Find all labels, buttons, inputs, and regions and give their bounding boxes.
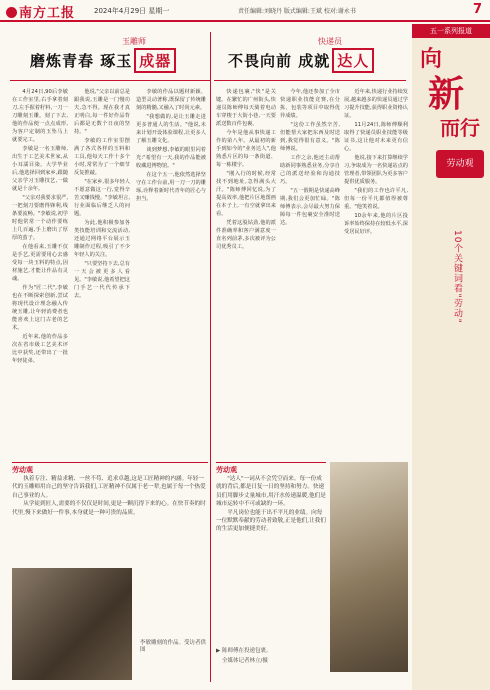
editor-credits: 责任编辑:刘晓丹 版式编辑:王斌 校对:谢永书 — [238, 8, 356, 15]
paragraph: 李敏是一名玉雕师,出生于工艺美术世家,从小耳濡目染。大学毕业后,他选择回到家乡,跟随父亲学习玉雕技艺,一做就是十余年。 — [12, 146, 68, 192]
newspaper-logo: 南方工报 — [6, 2, 75, 21]
sidebar-vertical-title: 10个关键词看"劳动" — [452, 230, 462, 324]
paragraph: 谈到梦想,李敏的眼里闪着光:"希望有一天,我的作品能被收藏进博物馆。" — [136, 147, 206, 169]
right-photo-courier — [330, 462, 408, 672]
paragraph: 近年来,快递行业持续发展,越来越多的快递员通过学习提升技能,获得职业资格认证。 — [344, 89, 408, 119]
left-headline-boxed: 成器 — [134, 48, 176, 73]
paragraph: 执着专注、精益求精、一丝不苟、追求卓越,这是工匠精神的内涵。年轻一代的玉雕师用自己的坚守告诉我们,工匠精神不仅属于老一辈,也属于每一个热爱自己事业的人。 — [12, 476, 206, 499]
paragraph: 作为"匠二代",李敏也在不断探索创新,尝试将现代设计理念融入传统玉雕,让年轻消费者也能喜欢上这门古老的艺术。 — [12, 285, 68, 331]
sidebar-char-erxing: 而行 — [440, 116, 480, 140]
paragraph: 为此,他积极参加各类技能培训和交流活动,还通过网络平台展示玉雕制作过程,吸引了不少年轻人的关注。 — [74, 220, 130, 258]
paragraph: 快递包裹,"快"是关键。在繁忙的广州街头,快递员陈师傅每天骑着电动车穿梭于大街小巷,一天要派送数百件包裹。 — [216, 89, 276, 127]
left-kicker: 玉雕师 — [122, 37, 146, 46]
paragraph: "这份工作虽然辛苦,但能帮大家把东西及时送到,我觉得很有意义。"陈师傅说。 — [280, 122, 340, 152]
left-title-rule — [10, 80, 210, 81]
paragraph: 10余年来,他的片区投诉率始终保持在较低水平,深受居民好评。 — [344, 213, 408, 235]
paragraph: 李敏的作品以题材新颖、造型灵动著称,既保留了传统雕刻的精髓,又融入了时尚元素。 — [136, 89, 206, 111]
paragraph: 凭着这股钻劲,他的派件准确率和客户满意度一直名列前茅,多次被评为公司优秀员工。 — [216, 220, 276, 250]
paragraph: 在这个五一,他依然选择坚守在工作台前,用一刀一刀的雕琢,诠释着新时代青年的匠心与担当。 — [136, 172, 206, 202]
issue-date: 2024年4月29日 星期一 — [94, 7, 170, 15]
right-photo-caption: ▶ 陈师傅在投递包裹。 — [216, 648, 272, 654]
right-headline: 不畏向前 成就 达人 — [228, 48, 374, 73]
right-review-text — [216, 475, 326, 583]
paragraph: 工作之余,他还主动帮助新同事熟悉业务,分享自己的派送经验和沟通技巧。 — [280, 155, 340, 185]
right-column-2 — [280, 88, 340, 458]
column-separator — [210, 32, 211, 682]
paragraph: 在他看来,玉雕不仅是手艺,更需要用心去感受每一块玉料的特点,因材施艺,才能让作品有灵魂。 — [12, 244, 68, 282]
left-review-text — [12, 475, 208, 563]
paragraph: 今年是他从事快递工作的第八年。从最初的新手到如今的"业务达人",他熟悉片区的每一条街道、每一栋楼宇。 — [216, 130, 276, 168]
paragraph: 他说,"父亲以前总是跟我说,玉雕是一门慢功夫,急不得。现在我才真正明白,每一件好作品背后都是无数个日夜的坚持。" — [74, 89, 130, 135]
paragraph: 李敏的工作室里摆满了各式各样的玉料和工具,他每天工作十多个小时,常常为了一个细节反复推敲。 — [74, 138, 130, 176]
paragraph: "在家乡,很多年轻人不愿意做这一行,觉得辛苦又赚钱慢。"李敏坦言,行业面临后继乏人的问题。 — [74, 179, 130, 217]
paragraph: "刚入行的时候,经常找不到地址,急得满头大汗。"陈师傅回忆说,为了提高效率,他把片区地图画在本子上,一有空就拿出来看。 — [216, 171, 276, 217]
paragraph: "我们的工作也许平凡,但每一份平凡都值得被尊重。"他笑着说。 — [344, 188, 408, 210]
sidebar-char-xin: 新 — [428, 73, 465, 115]
series-label: 五一系列报道 — [412, 24, 490, 38]
paragraph: 11月24日,陈师傅顺利取得了快递员职业技能等级证书,这让他对未来更有信心。 — [344, 122, 408, 152]
right-review-title: 劳动观 — [216, 466, 237, 474]
paragraph: "达人"一词从不会凭空而来。每一份成就的背后,都是日复一日的坚持和努力。快递员们用脚步丈量城市,用汗水传递温暖,他们是城市运转中不可或缺的一环。 — [216, 476, 326, 508]
right-kicker: 快递员 — [318, 37, 342, 46]
right-title-rule — [214, 80, 406, 81]
left-review-box — [12, 462, 208, 563]
paragraph: "五一假期是快递高峰期,我们会更加忙碌。"陈师傅表示,会尽最大努力保障每一件包裹安全准时送达。 — [280, 188, 340, 226]
left-column-1 — [12, 88, 68, 458]
left-headline: 磨炼青春 琢玉 成器 — [30, 48, 176, 73]
right-column-1 — [216, 88, 276, 458]
paragraph: 从学徒到匠人,需要的不仅仅是时间,更是一颗沉得下来的心。在快节奏的时代里,慢下来做好一件事,本身就是一种可贵的品质。 — [12, 501, 206, 516]
right-photo-credit: 全媒体记者林立/摄 — [222, 658, 268, 664]
paragraph: "只要坚持下去,总有一天会被更多人看见。"李敏说,他希望把这门手艺一代代传承下去。 — [74, 261, 130, 299]
right-column-3 — [344, 88, 408, 458]
left-review-title: 劳动观 — [12, 466, 33, 474]
page-number: 7 — [472, 2, 482, 17]
paragraph: 4月24日,90后李敏在工作室里,右手拿着刻刀,左手握着籽料,一刀一刀雕刻玉雕。刻了下去,他的作品便一点点成形,为客户定制的玉坠马上就要完工。 — [12, 89, 68, 143]
paragraph: "我想做的,是让玉雕走进更多普通人的生活。"他说,未来计划开设体验课程,让更多人了解玉雕文化。 — [136, 114, 206, 144]
paragraph: "父亲对我要求很严,一把刻刀要磨得锋利,线条要流畅。"李敏说,初学时他常常一个动作要练上几百遍,手上磨出了厚厚的茧子。 — [12, 195, 68, 241]
paragraph: 他说,接下来打算继续学习,争取成为一名快递站点的管理者,带领团队为更多客户提供优质服务。 — [344, 155, 408, 185]
right-review-box — [216, 462, 326, 583]
left-photo-caption: 李敏雕刻的作品。受访者供图 — [140, 640, 207, 653]
right-headline-boxed: 达人 — [332, 48, 374, 73]
paragraph: 平凡岗位也能干出不平凡的业绩。向每一位默默奉献的劳动者致敬,正是他们,让我们的生活更加便捷美好。 — [216, 509, 326, 533]
left-photo-jade-carving — [12, 568, 132, 680]
left-column-3 — [136, 88, 206, 458]
sidebar-char-xiang: 向 — [420, 46, 443, 72]
labor-view-badge: 劳动观 — [436, 150, 484, 178]
paragraph: 近年来,他的作品多次在省市级工艺美术评比中获奖,还带出了一批年轻徒弟。 — [12, 334, 68, 364]
left-column-2 — [74, 88, 130, 458]
paragraph: 今年,他还参加了全市快递职业技能竞赛,在分拣、包装等项目中取得优异成绩。 — [280, 89, 340, 119]
sun-logo-icon — [6, 7, 17, 18]
